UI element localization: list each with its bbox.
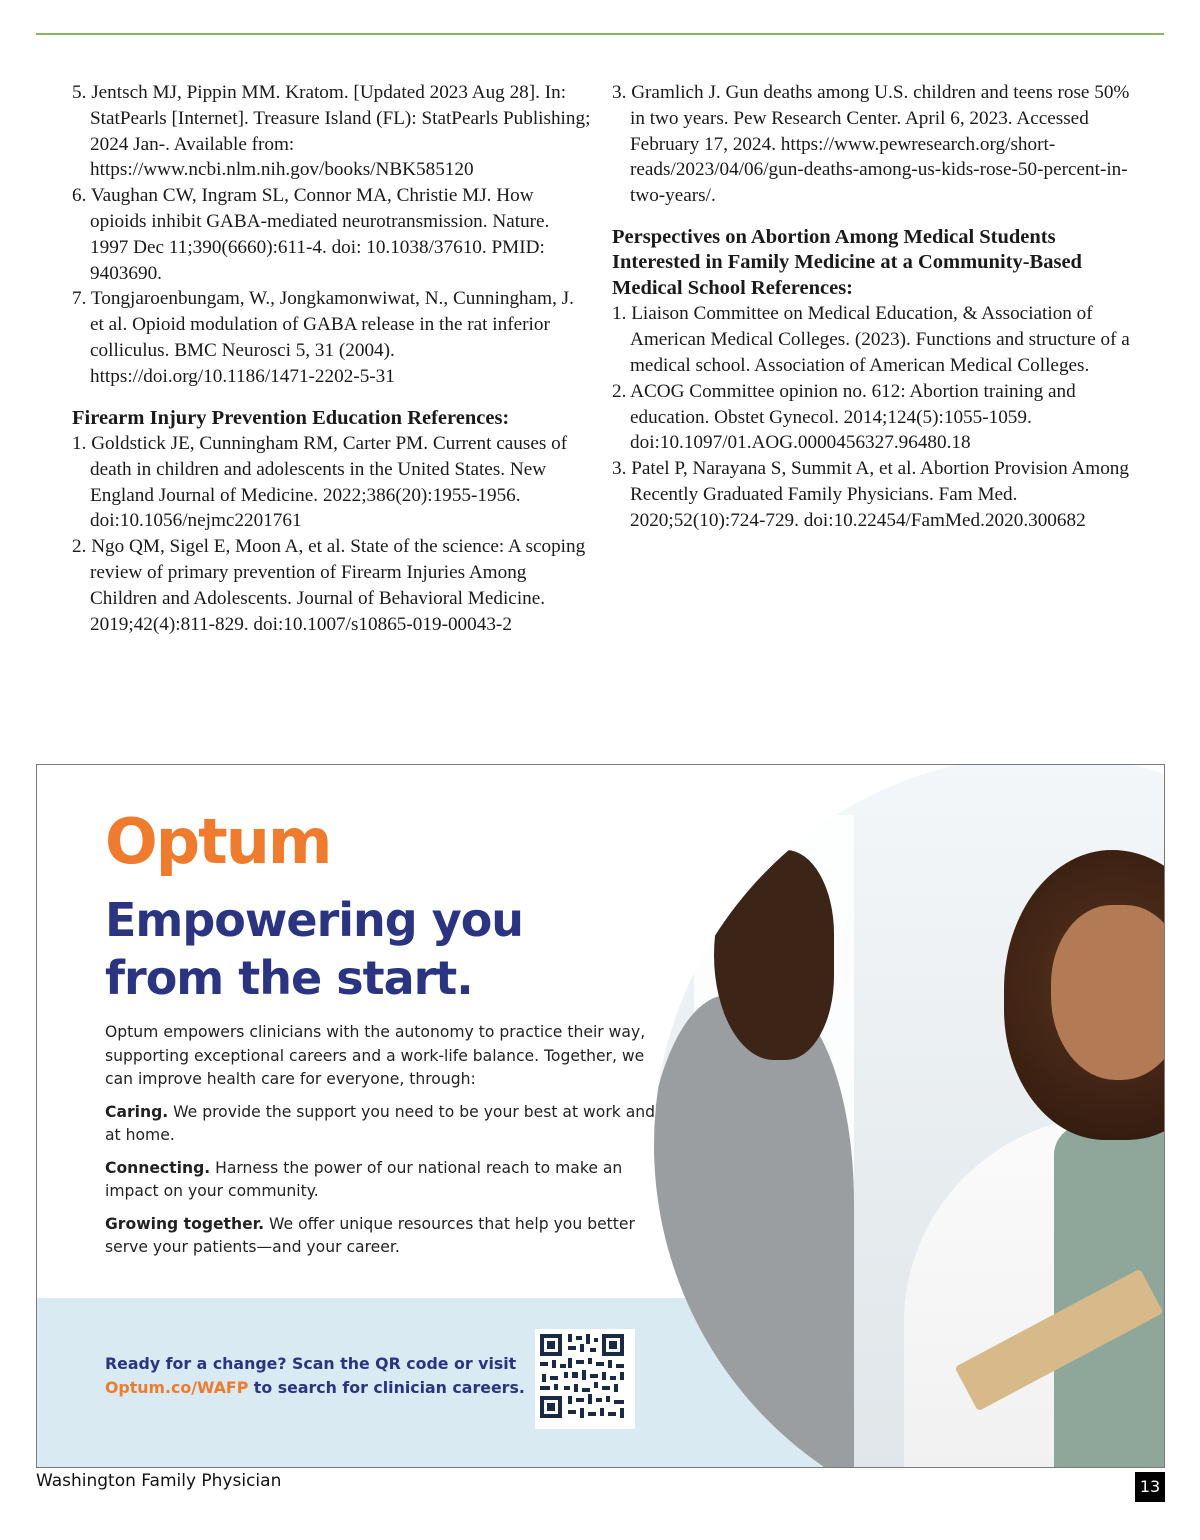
doctor-face <box>1051 905 1165 1080</box>
firearm-reference-list <box>72 431 592 637</box>
reference-item: 1. Liaison Committee on Medical Education, & Association of American Medical Colleges. (2023). Functions and structure of a medical school. Association of American Medical Colleges. <box>612 303 1130 377</box>
reference-item: 3. Patel P, Narayana S, Summit A, et al. Abortion Provision Among Recently Graduated Family Physicians. Fam Med. 2020;52(10):724-729. doi:10.22454/FamMed.2020.300682 <box>612 458 1129 531</box>
ad-body <box>105 1021 665 1269</box>
top-rule <box>36 33 1164 35</box>
reference-item: 2. Ngo QM, Sigel E, Moon A, et al. State of the science: A scoping review of primary prevention of Firearm Injuries Among Children and Adolescents. Journal of Behavioral Medicine. 2019;42(4):811-829. doi:10.1007/s10865-019-00043-2 <box>72 536 586 635</box>
reference-list-continued <box>72 80 592 390</box>
references-left-column <box>72 80 592 637</box>
reference-item: 2. ACOG Committee opinion no. 612: Abortion training and education. Obstet Gynecol. 2014;124(5):1055-1059. doi:10.1097/01.AOG.0000456327.96480.18 <box>612 380 1076 454</box>
reference-item: 6. Vaughan CW, Ingram SL, Connor MA, Christie MJ. How opioids inhibit GABA-mediated neurotransmission. Nature. 1997 Dec 11;390(6660):611-4. doi: 10.1038/37610. PMID: 9403690. <box>72 185 550 284</box>
reference-item: 3. Gramlich J. Gun deaths among U.S. children and teens rose 50% in two years. Pew Research Center. April 6, 2023. Accessed February 17, 2024. https://www.pewresearch.org/short-reads/2023/04/06/gun-deaths-among-us-kids-rose-50-percent-in-two-years/. <box>612 82 1130 207</box>
reference-item: 5. Jentsch MJ, Pippin MM. Kratom. [Updated 2023 Aug 28]. In: StatPearls [Internet]. Treasure Island (FL): StatPearls Publishing; 2024 Jan-. Available from: https://www.ncbi.nlm.nih.gov/books/NBK585120 <box>72 82 591 181</box>
abortion-reference-list <box>612 301 1134 533</box>
cta-tail: to search for clinician careers. <box>248 1377 525 1397</box>
clinicians-photo <box>654 764 1165 1468</box>
publication-name: Washington Family Physician <box>36 1471 282 1491</box>
reference-item: 7. Tongjaroenbungam, W., Jongkamonwiwat, N., Cunningham, J. et al. Opioid modulation of GABA release in the rat inferior colliculus. BMC Neurosci 5, 31 (2004). https://doi.org/10.1186/1471-2202-5-31 <box>72 288 574 387</box>
ad-point <box>105 1101 665 1148</box>
patient-figure <box>654 995 854 1468</box>
cta-lead: Ready for a change? Scan the QR code or visit <box>105 1354 517 1373</box>
point-title: Caring. <box>105 1102 169 1121</box>
ad-intro: Optum empowers clinicians with the autonomy to practice their way, supporting exceptional careers and a work-life balance. Together, we can improve health care for everyone, through: <box>105 1023 646 1088</box>
page-number: 13 <box>1135 1472 1165 1502</box>
abortion-references-heading: Perspectives on Abortion Among Medical Students Interested in Family Medicine at a Community-Based Medical School References: <box>612 225 1082 299</box>
firearm-references-heading: Firearm Injury Prevention Education References: <box>72 406 510 429</box>
reference-item: 1. Goldstick JE, Cunningham RM, Carter PM. Current causes of death in children and adolescents in the United States. New England Journal of Medicine. 2022;386(20):1955-1956. doi:10.1056/nejmc2201761 <box>72 433 568 532</box>
reference-list-continued <box>612 80 1134 209</box>
optum-advertisement <box>36 764 1165 1468</box>
ad-headline: Empowering you from the start. <box>105 893 524 1005</box>
point-text: We offer unique resources that help you better serve your patients—and your career. <box>105 1214 635 1256</box>
references-right-column <box>612 80 1134 534</box>
point-text: We provide the support you need to be your best at work and at home. <box>105 1102 656 1144</box>
point-title: Growing together. <box>105 1214 265 1233</box>
patient-head <box>714 850 834 1060</box>
point-title: Connecting. <box>105 1158 211 1177</box>
ad-point <box>105 1157 665 1204</box>
point-text: Harness the power of our national reach to make an impact on your community. <box>105 1158 623 1200</box>
qr-code-graphic <box>538 1332 626 1420</box>
careers-link[interactable]: Optum.co/WAFP <box>105 1377 249 1397</box>
cta-text <box>105 1352 535 1399</box>
qr-code[interactable] <box>535 1329 635 1429</box>
optum-logo: Optum <box>105 805 331 878</box>
ad-point <box>105 1213 665 1260</box>
